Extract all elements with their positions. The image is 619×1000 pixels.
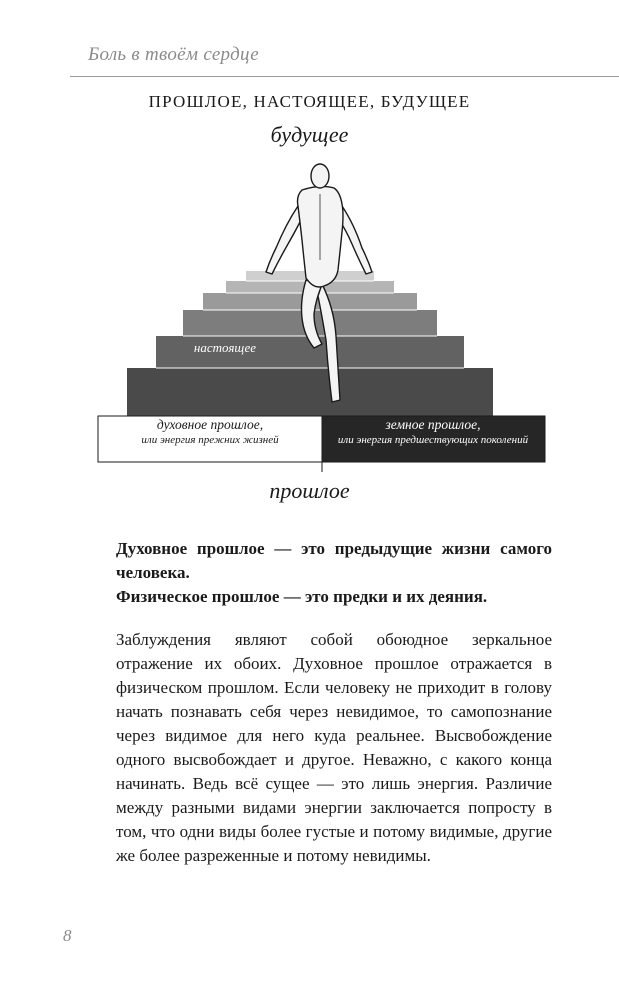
bold-line: Физическое прошлое — это предки и их деяния. [116,587,488,606]
label-earthly-sub: или энергия предшествующих поколений [337,433,529,446]
staircase-diagram [0,160,619,480]
label-spiritual-main: духовное прошлое, [156,417,264,432]
running-head: Боль в твоём сердце [88,44,260,65]
stair-step [127,368,493,416]
label-spiritual-past [100,418,320,446]
bold-statements [116,537,552,609]
label-future: будущее [270,122,349,147]
bold-line: Духовное прошлое — это предыдущие жизни самого человека. [116,539,552,582]
section-title: ПРОШЛОЕ, НАСТОЯЩЕЕ, БУДУЩЕЕ [148,92,471,111]
header-rule [70,76,619,77]
body-paragraph [116,628,552,868]
label-present: настоящее [193,340,257,355]
label-earthly-main: земное прошлое, [385,417,481,432]
label-spiritual-sub: или энергия прежних жизней [141,433,279,446]
label-past: прошлое [269,478,350,503]
page-number: 8 [63,926,72,945]
paragraph-text: Заблуждения являют собой обоюдное зеркальное отражение их обоих. Духовное прошлое отражается в физическом прошлом. Если человеку не приходит в голову начать познавать себя через невидимое, то самопознание через видимое для него куда реальнее. Высвобождение одного высвобождает и другое. Неважно, с какого конца начинать. Ведь всё сущее — это лишь энергия. Различие между разными видами энергии заключается попросту в том, что одни виды более густые и потому видимые, другие же более разреженные и потому невидимы. [116,630,552,865]
label-earthly-past [323,418,543,446]
